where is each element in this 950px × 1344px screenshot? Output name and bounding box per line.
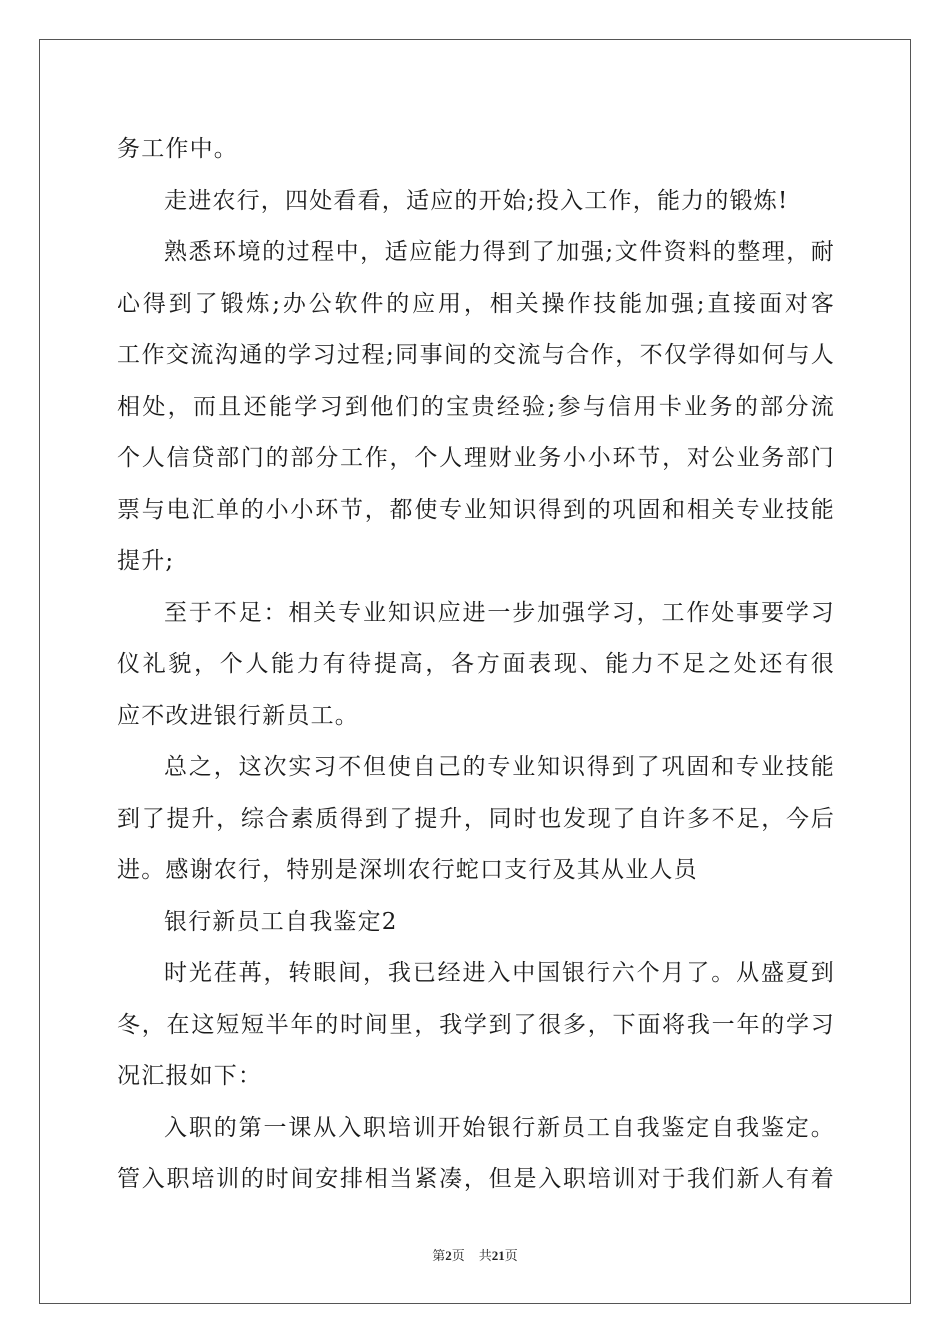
text-line: 冬，在这短短半年的时间里，我学到了很多，下面将我一年的学习 <box>117 1011 835 1038</box>
current-page-number: 2 <box>445 1248 452 1263</box>
page-unit: 页 <box>451 1249 465 1264</box>
text-line: 提升; <box>117 548 175 574</box>
section-heading: 银行新员工自我鉴定2 <box>164 908 398 935</box>
text-line: 工作交流沟通的学习过程;同事间的交流与合作，不仅学得如何与人 <box>117 342 835 368</box>
total-unit: 页 <box>504 1249 518 1264</box>
text-line: 仪礼貌，个人能力有待提高，各方面表现、能力不足之处还有很 <box>117 651 835 677</box>
total-page-count: 21 <box>491 1248 505 1263</box>
text-line: 至于不足：相关专业知识应进一步加强学习，工作处事要学习 <box>164 599 835 626</box>
page-prefix: 第 <box>432 1249 446 1264</box>
text-line: 务工作中。 <box>117 136 238 162</box>
text-line: 熟悉环境的过程中，适应能力得到了加强;文件资料的整理，耐 <box>164 239 835 265</box>
text-line: 入职的第一课从入职培训开始银行新员工自我鉴定自我鉴定。 <box>164 1114 835 1141</box>
text-line: 进。感谢农行，特别是深圳农行蛇口支行及其从业人员 <box>117 857 698 883</box>
total-prefix: 共 <box>478 1249 492 1264</box>
document-body <box>117 126 835 1208</box>
text-line: 应不改进银行新员工。 <box>117 702 359 729</box>
text-line: 相处，而且还能学习到他们的宝贵经验;参与信用卡业务的部分流 <box>117 393 835 420</box>
text-line: 况汇报如下： <box>117 1063 263 1089</box>
text-line: 总之，这次实习不但使自己的专业知识得到了巩固和专业技能 <box>164 754 835 780</box>
text-line: 到了提升，综合素质得到了提升，同时也发现了自许多不足，今后 <box>117 805 835 832</box>
text-line: 时光荏苒，转眼间，我已经进入中国银行六个月了。从盛夏到 <box>164 960 835 986</box>
text-line: 个人信贷部门的部分工作，个人理财业务小小环节，对公业务部门 <box>117 445 835 471</box>
text-line: 心得到了锻炼;办公软件的应用，相关操作技能加强;直接面对客 <box>117 290 835 317</box>
page-footer <box>0 1248 950 1265</box>
text-line: 票与电汇单的小小环节，都使专业知识得到的巩固和相关专业技能 <box>117 496 835 523</box>
text-line: 走进农行，四处看看，适应的开始;投入工作，能力的锻炼! <box>164 187 789 214</box>
text-line: 管入职培训的时间安排相当紧凑，但是入职培训对于我们新人有着 <box>117 1166 835 1192</box>
